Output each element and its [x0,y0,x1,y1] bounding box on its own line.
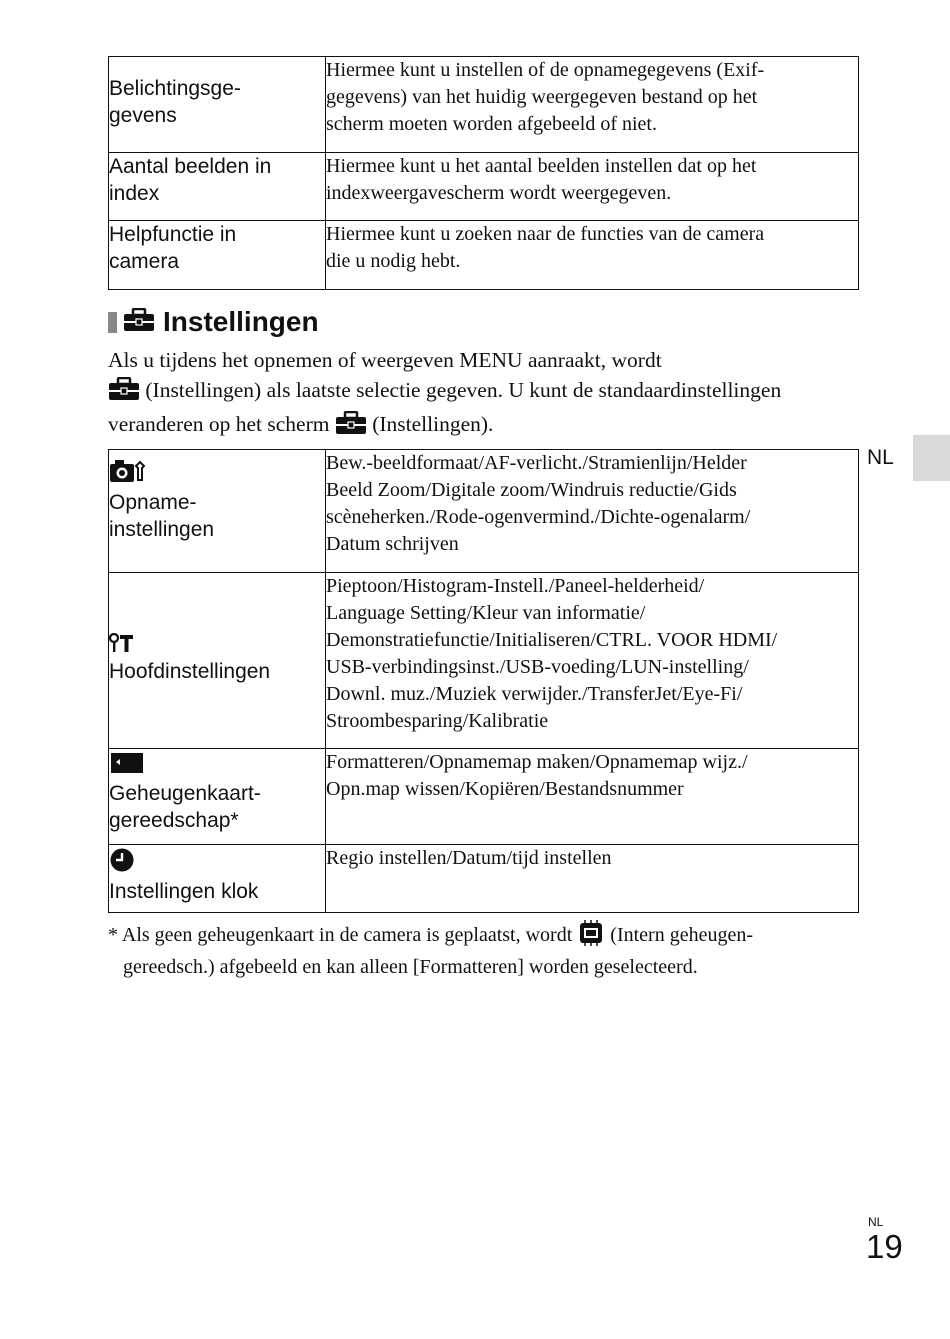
intro-text: veranderen op het scherm [108,412,335,436]
row-label: Opname- instellingen [109,450,326,573]
footnote [108,920,868,981]
row-label: Aantal beelden in index [109,153,326,221]
toolbox-icon [123,308,155,337]
info-settings-table [108,56,859,290]
settings-categories-table [108,449,859,913]
intro-text: (Instellingen) als laatste selectie gegeven. U kunt de standaardinstellingen [140,378,782,402]
intro-text: (Instellingen). [366,412,494,436]
section-intro [108,345,868,443]
heading-marker [108,312,117,333]
clock-icon [109,847,325,880]
page-language: NL [868,1215,884,1229]
side-language-label: NL [867,446,894,469]
section-heading [108,306,319,338]
row-label: Helpfunctie in camera [109,221,326,290]
row-description: Hiermee kunt u zoeken naar de functies van de camera die u nodig hebt. [326,221,859,290]
toolbox-icon [335,411,367,443]
row-label: Hoofdinstellingen [109,573,326,749]
side-tab-marker [913,435,950,481]
footnote-text: * Als geen geheugenkaart in de camera is geplaatst, wordt [108,924,578,946]
memory-card-icon [109,751,325,782]
row-description: Regio instellen/Datum/tijd instellen [326,845,859,913]
page-number: 19 [866,1228,903,1265]
section-title: Instellingen [163,306,319,337]
camera-settings-icon [109,458,325,491]
wrench-tools-icon [109,633,325,660]
intro-text: Als u tijdens het opnemen of weergeven MENU aanraakt, wordt [108,348,662,372]
row-description: Hiermee kunt u het aantal beelden instellen dat op het indexweergavescherm wordt weergegeven. [326,153,859,221]
row-label: Instellingen klok [109,845,326,913]
row-description: Pieptoon/Histogram-Instell./Paneel-helderheid/ Language Setting/Kleur van informatie/ Demonstratiefunctie/Initialiseren/CTRL. VOOR HDMI/ USB-verbindingsinst./USB-voeding/LUN-instelling/ Downl. muz./Muziek verwijder./TransferJet/Eye-Fi/ Stroombesparing/Kalibratie [326,573,859,749]
row-description: Bew.-beeldformaat/AF-verlicht./Stramienlijn/Helder Beeld Zoom/Digitale zoom/Windruis reductie/Gids scèneherken./Rode-ogenvermind./Dichte-ogenalarm/ Datum schrijven [326,450,859,573]
row-label: Geheugenkaart- gereedschap* [109,749,326,845]
row-label: Belichtingsge- gevens [109,57,326,153]
row-description: Formatteren/Opnamemap maken/Opnamemap wijz./ Opn.map wissen/Kopiëren/Bestandsnummer [326,749,859,845]
footnote-text: (Intern geheugen- gereedsch.) afgebeeld en kan alleen [Formatteren] worden geselecteerd. [123,924,753,978]
row-description: Hiermee kunt u instellen of de opnamegegevens (Exif- gegevens) van het huidig weergegeven bestand op het scherm moeten worden afgebeeld of niet. [326,57,859,153]
internal-memory-icon [577,920,605,954]
toolbox-icon [108,377,140,409]
